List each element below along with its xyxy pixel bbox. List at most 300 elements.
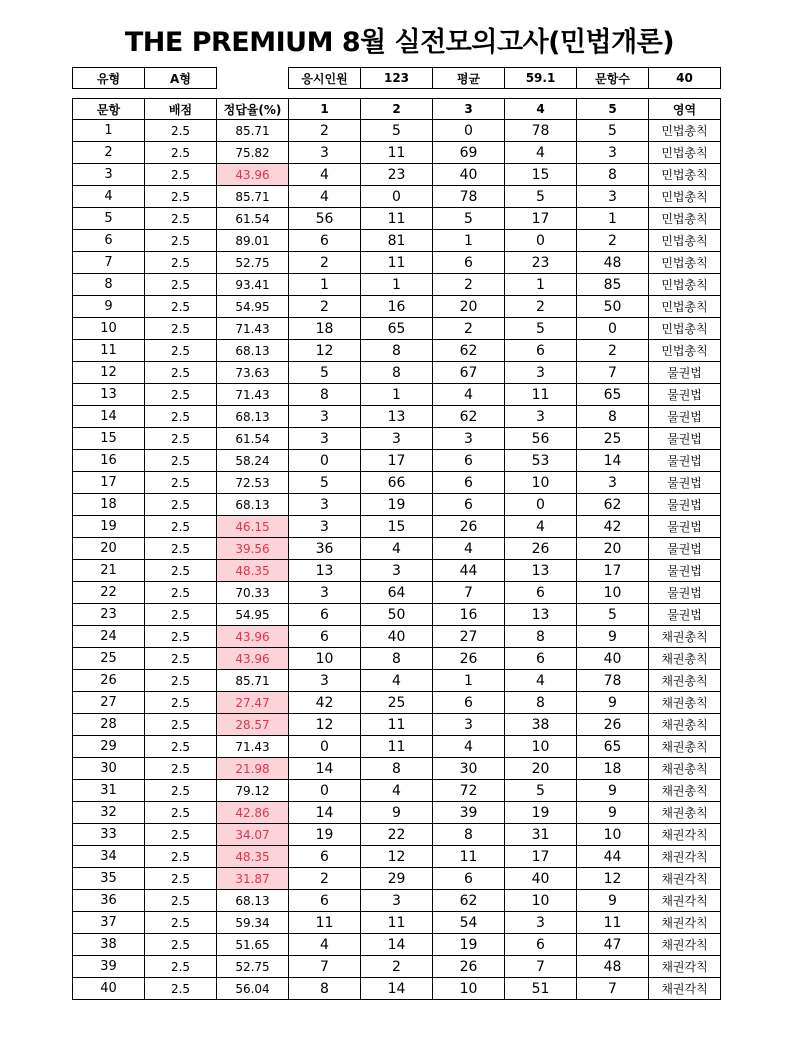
cell-question: 13: [73, 384, 145, 406]
header-choice-1: 1: [289, 99, 361, 120]
cell-choice-4: 5: [505, 318, 577, 340]
cell-choice-2: 81: [361, 230, 433, 252]
cell-choice-2: 8: [361, 362, 433, 384]
cell-correct-rate: 72.53: [217, 472, 289, 494]
cell-choice-1: 3: [289, 516, 361, 538]
cell-choice-2: 3: [361, 428, 433, 450]
cell-question: 26: [73, 670, 145, 692]
header-row: [73, 99, 721, 120]
cell-points: 2.5: [145, 186, 217, 208]
table-row: [73, 736, 721, 758]
cell-correct-rate: 68.13: [217, 890, 289, 912]
cell-choice-5: 18: [577, 758, 649, 780]
cell-choice-3: 26: [433, 648, 505, 670]
cell-choice-2: 14: [361, 934, 433, 956]
cell-question: 9: [73, 296, 145, 318]
cell-choice-5: 3: [577, 186, 649, 208]
cell-choice-4: 4: [505, 670, 577, 692]
cell-choice-2: 1: [361, 384, 433, 406]
cell-choice-1: 12: [289, 714, 361, 736]
cell-correct-rate: 48.35: [217, 560, 289, 582]
cell-choice-5: 7: [577, 978, 649, 1000]
table-row: [73, 208, 721, 230]
cell-area: 민법총칙: [649, 340, 721, 362]
table-row: [73, 670, 721, 692]
cell-choice-4: 13: [505, 560, 577, 582]
cell-area: 채권총칙: [649, 626, 721, 648]
cell-choice-1: 2: [289, 868, 361, 890]
cell-choice-5: 78: [577, 670, 649, 692]
cell-choice-2: 29: [361, 868, 433, 890]
cell-choice-2: 22: [361, 824, 433, 846]
cell-question: 3: [73, 164, 145, 186]
cell-choice-3: 1: [433, 230, 505, 252]
cell-area: 채권총칙: [649, 736, 721, 758]
header-choice-5: 5: [577, 99, 649, 120]
cell-question: 32: [73, 802, 145, 824]
cell-choice-3: 44: [433, 560, 505, 582]
cell-points: 2.5: [145, 824, 217, 846]
cell-choice-5: 8: [577, 406, 649, 428]
cell-area: 채권총칙: [649, 648, 721, 670]
cell-correct-rate: 61.54: [217, 428, 289, 450]
cell-choice-4: 17: [505, 846, 577, 868]
cell-points: 2.5: [145, 582, 217, 604]
table-row: [73, 912, 721, 934]
cell-choice-3: 26: [433, 516, 505, 538]
cell-choice-1: 8: [289, 978, 361, 1000]
cell-question: 8: [73, 274, 145, 296]
cell-question: 4: [73, 186, 145, 208]
cell-question: 5: [73, 208, 145, 230]
cell-choice-5: 9: [577, 890, 649, 912]
cell-choice-1: 3: [289, 494, 361, 516]
cell-choice-5: 14: [577, 450, 649, 472]
cell-area: 채권총칙: [649, 692, 721, 714]
cell-points: 2.5: [145, 516, 217, 538]
cell-question: 35: [73, 868, 145, 890]
cell-choice-1: 6: [289, 890, 361, 912]
cell-area: 민법총칙: [649, 296, 721, 318]
cell-correct-rate: 56.04: [217, 978, 289, 1000]
cell-area: 채권각칙: [649, 912, 721, 934]
cell-points: 2.5: [145, 648, 217, 670]
cell-choice-1: 3: [289, 582, 361, 604]
cell-choice-4: 4: [505, 516, 577, 538]
cell-question: 10: [73, 318, 145, 340]
average-label: 평균: [433, 68, 505, 89]
cell-choice-1: 5: [289, 472, 361, 494]
cell-choice-3: 40: [433, 164, 505, 186]
cell-choice-2: 11: [361, 252, 433, 274]
header-choice-2: 2: [361, 99, 433, 120]
cell-choice-5: 65: [577, 384, 649, 406]
cell-correct-rate: 43.96: [217, 648, 289, 670]
cell-choice-1: 0: [289, 780, 361, 802]
cell-choice-3: 6: [433, 450, 505, 472]
cell-choice-1: 6: [289, 230, 361, 252]
table-row: [73, 450, 721, 472]
question-count-value: 40: [649, 68, 721, 89]
cell-choice-5: 85: [577, 274, 649, 296]
cell-correct-rate: 43.96: [217, 626, 289, 648]
table-row: [73, 230, 721, 252]
cell-choice-5: 9: [577, 626, 649, 648]
cell-correct-rate: 71.43: [217, 384, 289, 406]
cell-choice-1: 56: [289, 208, 361, 230]
cell-choice-2: 3: [361, 560, 433, 582]
cell-question: 38: [73, 934, 145, 956]
cell-choice-4: 6: [505, 582, 577, 604]
cell-correct-rate: 71.43: [217, 318, 289, 340]
table-row: [73, 516, 721, 538]
cell-choice-5: 3: [577, 142, 649, 164]
cell-choice-1: 14: [289, 802, 361, 824]
table-row: [73, 956, 721, 978]
cell-choice-1: 3: [289, 142, 361, 164]
table-row: [73, 340, 721, 362]
cell-area: 민법총칙: [649, 186, 721, 208]
cell-choice-4: 3: [505, 912, 577, 934]
cell-choice-2: 11: [361, 912, 433, 934]
cell-choice-2: 23: [361, 164, 433, 186]
table-row: [73, 274, 721, 296]
cell-choice-2: 4: [361, 538, 433, 560]
cell-choice-5: 9: [577, 692, 649, 714]
cell-choice-2: 13: [361, 406, 433, 428]
cell-correct-rate: 42.86: [217, 802, 289, 824]
cell-points: 2.5: [145, 560, 217, 582]
cell-choice-1: 4: [289, 186, 361, 208]
cell-choice-2: 8: [361, 648, 433, 670]
cell-area: 민법총칙: [649, 230, 721, 252]
cell-choice-1: 6: [289, 626, 361, 648]
table-row: [73, 384, 721, 406]
cell-choice-3: 11: [433, 846, 505, 868]
cell-question: 1: [73, 120, 145, 142]
table-row: [73, 296, 721, 318]
cell-choice-3: 10: [433, 978, 505, 1000]
cell-area: 물권법: [649, 604, 721, 626]
cell-choice-5: 3: [577, 472, 649, 494]
cell-choice-5: 48: [577, 252, 649, 274]
header-question: 문항: [73, 99, 145, 120]
cell-area: 민법총칙: [649, 208, 721, 230]
cell-choice-4: 20: [505, 758, 577, 780]
cell-choice-3: 3: [433, 714, 505, 736]
table-row: [73, 362, 721, 384]
header-area: 영역: [649, 99, 721, 120]
cell-choice-1: 0: [289, 736, 361, 758]
cell-choice-1: 3: [289, 670, 361, 692]
header-correct-rate: 정답율(%): [217, 99, 289, 120]
cell-correct-rate: 43.96: [217, 164, 289, 186]
table-row: [73, 582, 721, 604]
cell-question: 40: [73, 978, 145, 1000]
page-title: THE PREMIUM 8월 실전모의고사(민법개론): [124, 27, 675, 58]
cell-points: 2.5: [145, 802, 217, 824]
table-row: [73, 164, 721, 186]
cell-choice-1: 1: [289, 274, 361, 296]
cell-points: 2.5: [145, 472, 217, 494]
cell-choice-1: 3: [289, 406, 361, 428]
cell-choice-5: 47: [577, 934, 649, 956]
cell-correct-rate: 89.01: [217, 230, 289, 252]
cell-choice-3: 72: [433, 780, 505, 802]
cell-question: 19: [73, 516, 145, 538]
table-row: [73, 846, 721, 868]
cell-choice-3: 78: [433, 186, 505, 208]
cell-choice-5: 10: [577, 824, 649, 846]
cell-points: 2.5: [145, 340, 217, 362]
cell-points: 2.5: [145, 890, 217, 912]
cell-choice-5: 11: [577, 912, 649, 934]
cell-choice-1: 2: [289, 252, 361, 274]
cell-correct-rate: 85.71: [217, 120, 289, 142]
cell-choice-1: 11: [289, 912, 361, 934]
cell-area: 물권법: [649, 560, 721, 582]
cell-points: 2.5: [145, 362, 217, 384]
table-row: [73, 802, 721, 824]
cell-points: 2.5: [145, 692, 217, 714]
cell-choice-4: 5: [505, 780, 577, 802]
average-value: 59.1: [505, 68, 577, 89]
cell-choice-4: 5: [505, 186, 577, 208]
cell-correct-rate: 75.82: [217, 142, 289, 164]
cell-correct-rate: 85.71: [217, 186, 289, 208]
cell-correct-rate: 68.13: [217, 340, 289, 362]
cell-points: 2.5: [145, 604, 217, 626]
table-row: [73, 626, 721, 648]
cell-choice-4: 17: [505, 208, 577, 230]
cell-points: 2.5: [145, 428, 217, 450]
cell-correct-rate: 93.41: [217, 274, 289, 296]
cell-question: 27: [73, 692, 145, 714]
cell-choice-4: 38: [505, 714, 577, 736]
cell-choice-4: 6: [505, 934, 577, 956]
cell-choice-4: 10: [505, 472, 577, 494]
cell-choice-2: 5: [361, 120, 433, 142]
cell-area: 물권법: [649, 582, 721, 604]
cell-area: 채권총칙: [649, 780, 721, 802]
cell-area: 채권각칙: [649, 956, 721, 978]
examinees-value: 123: [361, 68, 433, 89]
cell-choice-5: 26: [577, 714, 649, 736]
cell-choice-1: 5: [289, 362, 361, 384]
cell-choice-3: 20: [433, 296, 505, 318]
cell-question: 28: [73, 714, 145, 736]
cell-points: 2.5: [145, 384, 217, 406]
type-value: A형: [145, 68, 217, 89]
cell-choice-3: 6: [433, 692, 505, 714]
cell-choice-2: 11: [361, 736, 433, 758]
cell-choice-1: 10: [289, 648, 361, 670]
cell-area: 채권총칙: [649, 758, 721, 780]
table-row: [73, 406, 721, 428]
cell-correct-rate: 79.12: [217, 780, 289, 802]
cell-points: 2.5: [145, 956, 217, 978]
cell-question: 14: [73, 406, 145, 428]
cell-question: 31: [73, 780, 145, 802]
cell-question: 30: [73, 758, 145, 780]
cell-choice-4: 3: [505, 406, 577, 428]
cell-area: 물권법: [649, 516, 721, 538]
cell-choice-3: 6: [433, 868, 505, 890]
cell-correct-rate: 52.75: [217, 956, 289, 978]
cell-correct-rate: 39.56: [217, 538, 289, 560]
cell-correct-rate: 70.33: [217, 582, 289, 604]
cell-question: 33: [73, 824, 145, 846]
cell-choice-3: 27: [433, 626, 505, 648]
cell-question: 23: [73, 604, 145, 626]
cell-choice-2: 11: [361, 142, 433, 164]
cell-choice-3: 5: [433, 208, 505, 230]
cell-choice-3: 62: [433, 406, 505, 428]
cell-choice-2: 1: [361, 274, 433, 296]
cell-choice-4: 0: [505, 494, 577, 516]
cell-choice-1: 4: [289, 934, 361, 956]
table-row: [73, 890, 721, 912]
cell-question: 37: [73, 912, 145, 934]
cell-choice-4: 15: [505, 164, 577, 186]
cell-correct-rate: 48.35: [217, 846, 289, 868]
cell-points: 2.5: [145, 318, 217, 340]
table-row: [73, 714, 721, 736]
cell-points: 2.5: [145, 274, 217, 296]
table-row: [73, 186, 721, 208]
cell-points: 2.5: [145, 626, 217, 648]
cell-area: 채권총칙: [649, 670, 721, 692]
cell-choice-2: 4: [361, 780, 433, 802]
cell-choice-5: 44: [577, 846, 649, 868]
cell-choice-5: 50: [577, 296, 649, 318]
cell-choice-3: 1: [433, 670, 505, 692]
type-label: 유형: [73, 68, 145, 89]
cell-correct-rate: 54.95: [217, 296, 289, 318]
cell-correct-rate: 71.43: [217, 736, 289, 758]
table-row: [73, 604, 721, 626]
cell-choice-4: 26: [505, 538, 577, 560]
cell-choice-3: 3: [433, 428, 505, 450]
cell-choice-1: 3: [289, 428, 361, 450]
cell-correct-rate: 59.34: [217, 912, 289, 934]
cell-choice-5: 62: [577, 494, 649, 516]
cell-choice-2: 11: [361, 714, 433, 736]
cell-choice-3: 6: [433, 472, 505, 494]
cell-points: 2.5: [145, 846, 217, 868]
cell-points: 2.5: [145, 934, 217, 956]
cell-area: 물권법: [649, 450, 721, 472]
cell-correct-rate: 61.54: [217, 208, 289, 230]
cell-points: 2.5: [145, 142, 217, 164]
cell-area: 물권법: [649, 384, 721, 406]
table-row: [73, 934, 721, 956]
cell-area: 물권법: [649, 538, 721, 560]
cell-choice-3: 6: [433, 494, 505, 516]
cell-choice-4: 8: [505, 692, 577, 714]
cell-correct-rate: 58.24: [217, 450, 289, 472]
cell-points: 2.5: [145, 780, 217, 802]
cell-choice-3: 2: [433, 318, 505, 340]
cell-choice-2: 11: [361, 208, 433, 230]
cell-question: 12: [73, 362, 145, 384]
cell-question: 24: [73, 626, 145, 648]
cell-correct-rate: 51.65: [217, 934, 289, 956]
cell-question: 25: [73, 648, 145, 670]
table-row: [73, 692, 721, 714]
cell-choice-4: 1: [505, 274, 577, 296]
cell-correct-rate: 68.13: [217, 494, 289, 516]
cell-choice-4: 0: [505, 230, 577, 252]
cell-area: 민법총칙: [649, 142, 721, 164]
cell-choice-5: 12: [577, 868, 649, 890]
table-row: [73, 560, 721, 582]
cell-choice-3: 4: [433, 384, 505, 406]
cell-choice-2: 66: [361, 472, 433, 494]
cell-points: 2.5: [145, 406, 217, 428]
cell-area: 채권각칙: [649, 890, 721, 912]
table-row: [73, 780, 721, 802]
table-row: [73, 758, 721, 780]
summary-row: [73, 68, 721, 89]
cell-choice-1: 8: [289, 384, 361, 406]
cell-choice-4: 4: [505, 142, 577, 164]
cell-choice-1: 4: [289, 164, 361, 186]
cell-question: 21: [73, 560, 145, 582]
cell-choice-5: 5: [577, 604, 649, 626]
cell-question: 22: [73, 582, 145, 604]
cell-choice-2: 15: [361, 516, 433, 538]
cell-choice-3: 69: [433, 142, 505, 164]
cell-question: 11: [73, 340, 145, 362]
question-count-label: 문항수: [577, 68, 649, 89]
cell-choice-5: 17: [577, 560, 649, 582]
cell-choice-3: 6: [433, 252, 505, 274]
cell-choice-1: 2: [289, 120, 361, 142]
cell-points: 2.5: [145, 978, 217, 1000]
cell-question: 20: [73, 538, 145, 560]
cell-choice-2: 50: [361, 604, 433, 626]
cell-choice-2: 16: [361, 296, 433, 318]
cell-area: 채권각칙: [649, 934, 721, 956]
cell-choice-5: 40: [577, 648, 649, 670]
cell-choice-3: 8: [433, 824, 505, 846]
table-row: [73, 472, 721, 494]
cell-question: 17: [73, 472, 145, 494]
cell-choice-2: 17: [361, 450, 433, 472]
table-row: [73, 538, 721, 560]
cell-choice-3: 16: [433, 604, 505, 626]
cell-question: 16: [73, 450, 145, 472]
cell-correct-rate: 73.63: [217, 362, 289, 384]
cell-area: 민법총칙: [649, 274, 721, 296]
cell-choice-3: 0: [433, 120, 505, 142]
cell-choice-4: 23: [505, 252, 577, 274]
table-row: [73, 252, 721, 274]
cell-choice-1: 0: [289, 450, 361, 472]
table-row: [73, 868, 721, 890]
header-points: 배점: [145, 99, 217, 120]
cell-choice-4: 10: [505, 736, 577, 758]
table-row: [73, 648, 721, 670]
cell-points: 2.5: [145, 758, 217, 780]
cell-correct-rate: 46.15: [217, 516, 289, 538]
cell-choice-4: 8: [505, 626, 577, 648]
cell-choice-4: 2: [505, 296, 577, 318]
cell-question: 15: [73, 428, 145, 450]
cell-correct-rate: 28.57: [217, 714, 289, 736]
cell-choice-2: 4: [361, 670, 433, 692]
